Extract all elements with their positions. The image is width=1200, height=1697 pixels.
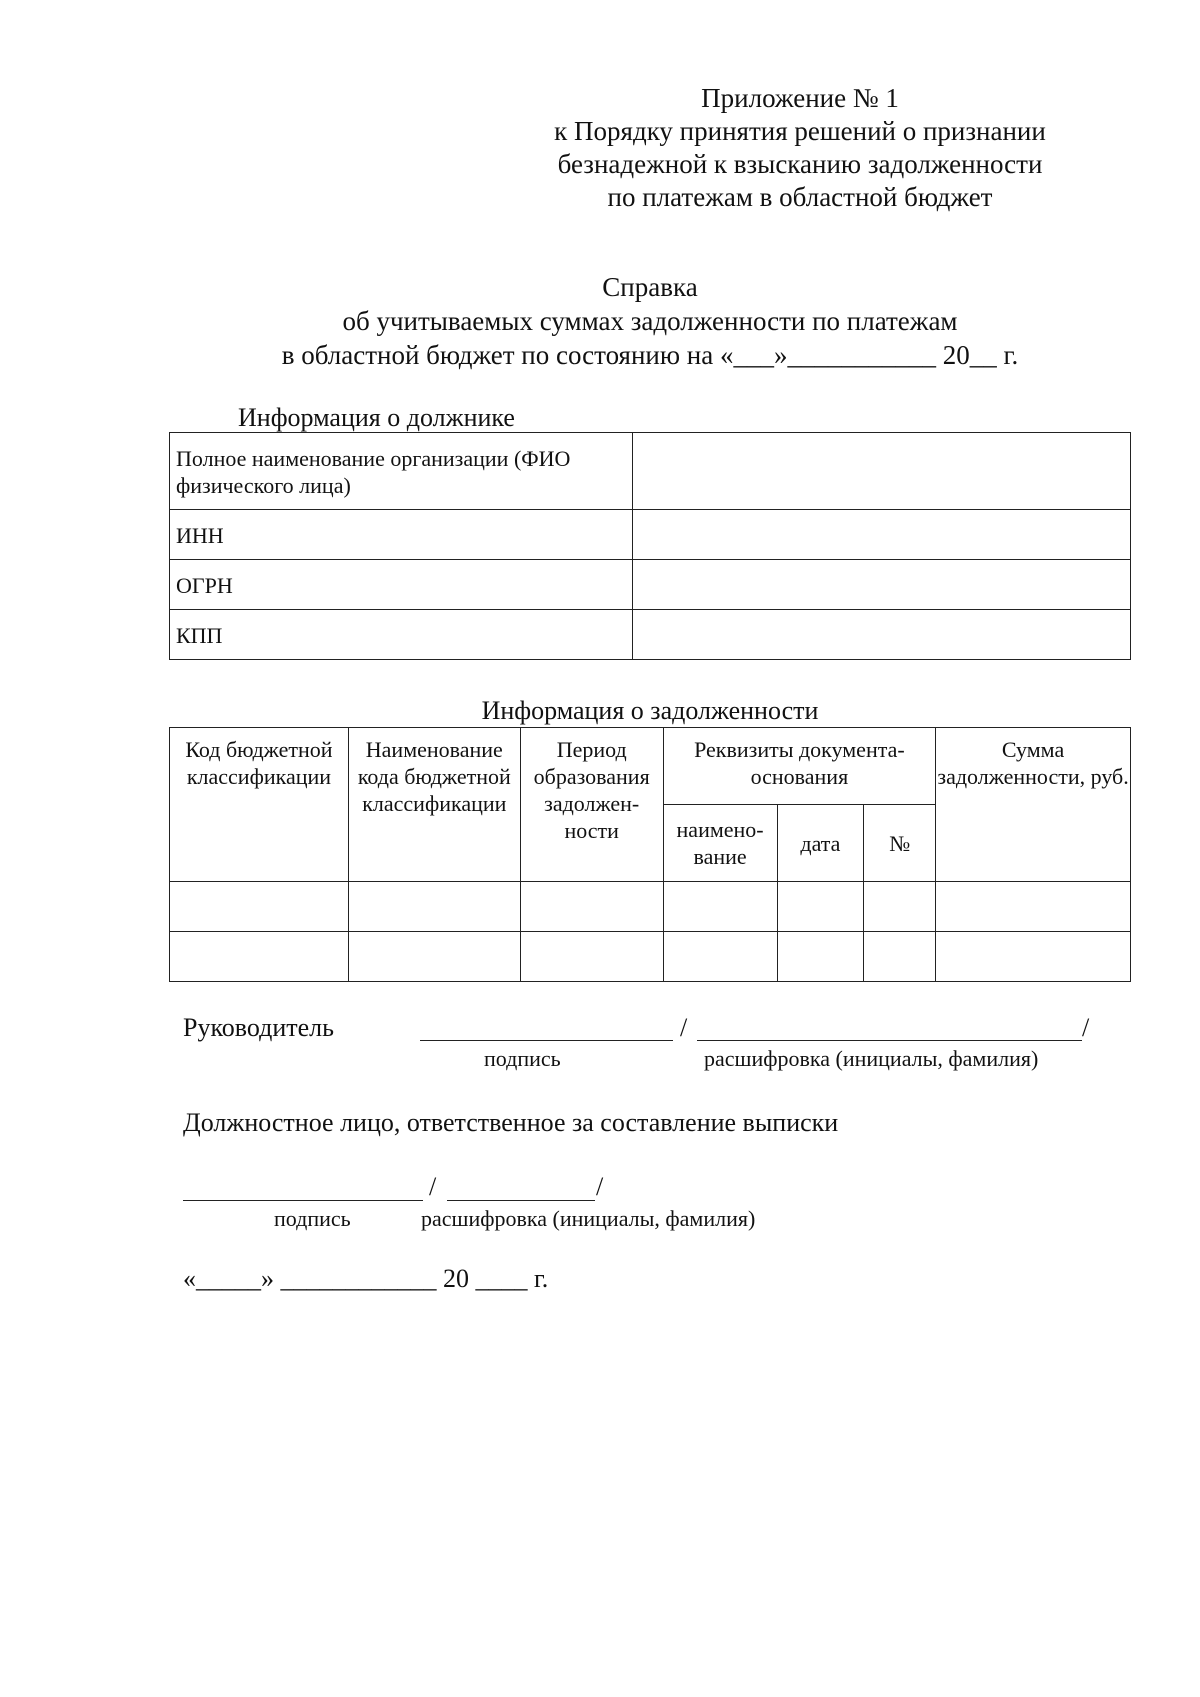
head-decoding-line[interactable] <box>697 1040 1082 1041</box>
debtor-heading: Информация о должнике <box>238 403 515 432</box>
debtor-value-kpp[interactable] <box>633 610 1131 660</box>
debtor-row <box>170 560 1131 610</box>
appendix-line-3: безнадежной к взысканию задолженности <box>557 149 1043 179</box>
col-doc: Реквизиты документа-основания <box>663 728 936 805</box>
table-cell[interactable] <box>663 882 777 932</box>
debtor-row <box>170 433 1131 510</box>
table-cell[interactable] <box>520 932 663 982</box>
official-label: Должностное лицо, ответственное за составление выписки <box>183 1108 839 1137</box>
head-slash-1: / <box>680 1013 688 1042</box>
debtor-row <box>170 510 1131 560</box>
debtor-label-ogrn: ОГРН <box>170 560 633 610</box>
appendix-line-4: по платежам в областной бюджет <box>607 182 993 212</box>
debtor-value-ogrn[interactable] <box>633 560 1131 610</box>
debtor-table <box>169 432 1131 660</box>
debt-table <box>169 727 1131 982</box>
date-line[interactable]: «_____» ____________ 20 ____ г. <box>183 1264 549 1293</box>
official-decoding-caption: расшифровка (инициалы, фамилия) <box>421 1206 756 1231</box>
debt-heading: Информация о задолженности <box>481 696 819 725</box>
title-line-3: в областной бюджет по состоянию на «___»___________ 20__ г. <box>281 340 1019 370</box>
col-doc-date: дата <box>777 805 864 882</box>
appendix-header <box>520 82 1080 214</box>
table-row <box>170 932 1131 982</box>
appendix-line-2: к Порядку принятия решений о признании <box>554 116 1046 146</box>
debtor-label-fullname: Полное наименование организации (ФИО физического лица) <box>170 433 633 510</box>
col-kbk: Код бюджетной классификации <box>170 728 349 882</box>
debt-header-row <box>170 728 1131 805</box>
appendix-number: Приложение № 1 <box>701 83 899 113</box>
col-period: Период образования задолжен-ности <box>520 728 663 882</box>
table-cell[interactable] <box>777 932 864 982</box>
col-sum: Сумма задолженности, руб. <box>936 728 1131 882</box>
table-cell[interactable] <box>663 932 777 982</box>
debtor-value-fullname[interactable] <box>633 433 1131 510</box>
table-cell[interactable] <box>864 932 936 982</box>
official-signature-caption: подпись <box>274 1206 351 1231</box>
table-cell[interactable] <box>936 882 1131 932</box>
head-signature-line[interactable] <box>420 1040 673 1041</box>
debtor-value-inn[interactable] <box>633 510 1131 560</box>
official-decoding-line[interactable] <box>447 1200 595 1201</box>
table-row <box>170 882 1131 932</box>
table-cell[interactable] <box>348 932 520 982</box>
debtor-label-kpp: КПП <box>170 610 633 660</box>
title-line-2: об учитываемых суммах задолженности по платежам <box>342 306 958 336</box>
head-signature-caption: подпись <box>484 1046 561 1071</box>
col-doc-name: наимено-вание <box>663 805 777 882</box>
title-line-1: Справка <box>602 272 698 302</box>
official-signature-line[interactable] <box>183 1200 423 1201</box>
table-cell[interactable] <box>936 932 1131 982</box>
head-label: Руководитель <box>183 1013 334 1042</box>
document-title <box>230 270 1070 372</box>
table-cell[interactable] <box>348 882 520 932</box>
debtor-row <box>170 610 1131 660</box>
table-cell[interactable] <box>864 882 936 932</box>
table-cell[interactable] <box>520 882 663 932</box>
official-slash-2: / <box>596 1172 604 1201</box>
debtor-label-inn: ИНН <box>170 510 633 560</box>
table-cell[interactable] <box>777 882 864 932</box>
table-cell[interactable] <box>170 932 349 982</box>
col-kbk-name: Наименование кода бюджетной классификации <box>348 728 520 882</box>
col-doc-number: № <box>864 805 936 882</box>
head-slash-2: / <box>1082 1013 1090 1042</box>
head-decoding-caption: расшифровка (инициалы, фамилия) <box>704 1046 1039 1071</box>
official-slash-1: / <box>429 1172 437 1201</box>
table-cell[interactable] <box>170 882 349 932</box>
